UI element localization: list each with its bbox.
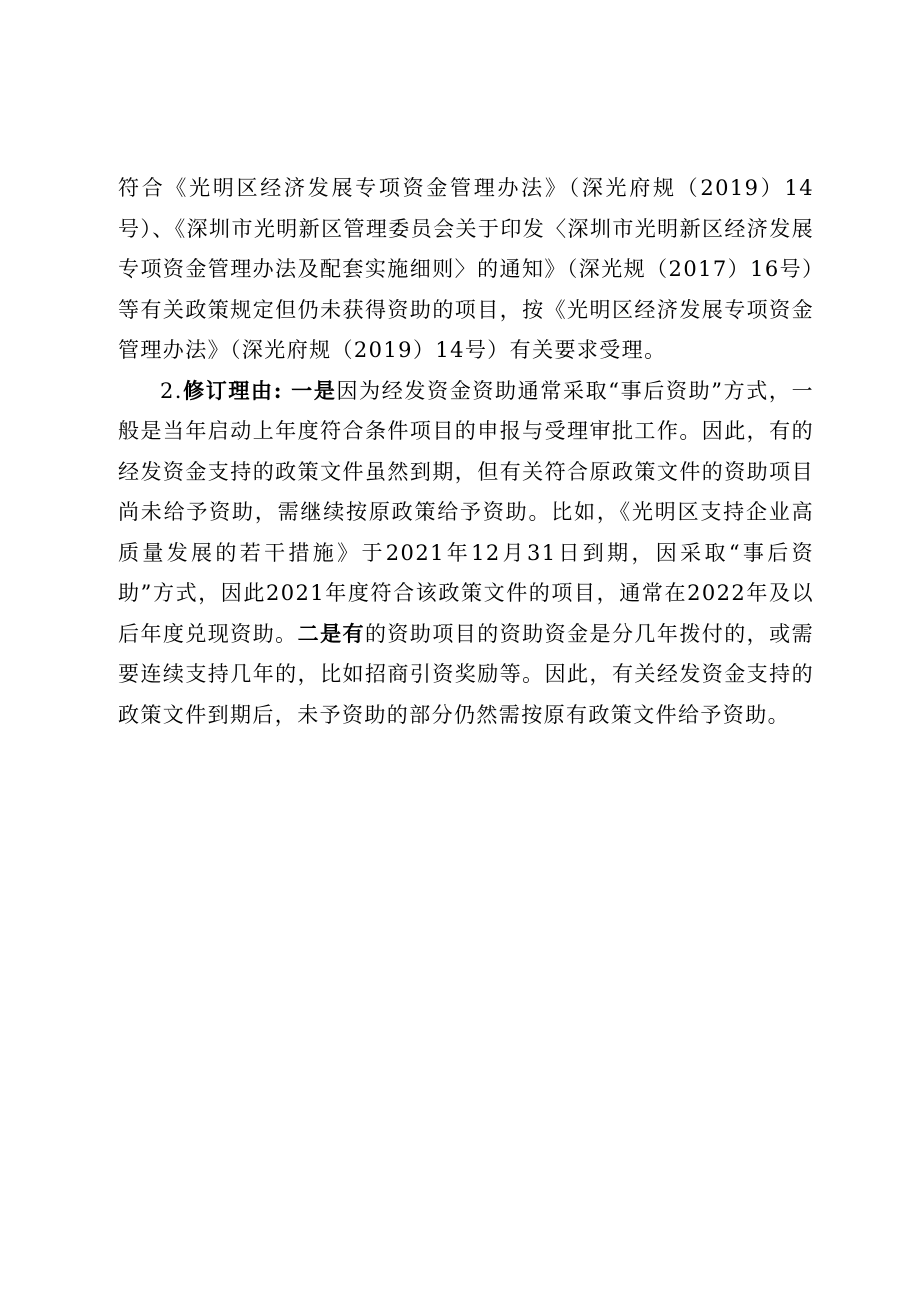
- document-body: [118, 168, 814, 735]
- paragraph-revision-reason: [118, 371, 814, 736]
- item-number: 2.: [160, 378, 183, 403]
- point-2-text: 的资助项目的资助资金是分几年拨付的，或需要连续支持几年的，比如招商引资奖励等。因此，有关经发资金支持的政策文件到期后，未予资助的部分仍然需按原有政策文件给予资助。: [118, 621, 814, 727]
- point-1-label: 一是: [291, 377, 337, 403]
- paragraph-continuation: [118, 168, 814, 371]
- paragraph-1-text: 符合《光明区经济发展专项资金管理办法》（深光府规（2019）14号）、《深圳市光明新区管理委员会关于印发〈深圳市光明新区经济发展专项资金管理办法及配套实施细则〉的通知》（深光规（2017）16号）等有关政策规定但仍未获得资助的项目，按《光明区经济发展专项资金管理办法》（深光府规（2019）14号）有关要求受理。: [118, 176, 814, 362]
- point-1-text: 因为经发资金资助通常采取“事后资助”方式，一般是当年启动上年度符合条件项目的申报与受理审批工作。因此，有的经发资金支持的政策文件虽然到期，但有关符合原政策文件的资助项目尚未给予资助，需继续按原政策给予资助。比如，《光明区支持企业高质量发展的若干措施》于2021年12月31日到期，因采取“事后资助”方式，因此2021年度符合该政策文件的项目，通常在2022年及以后年度兑现资助。: [118, 378, 814, 646]
- revision-reason-heading: 修订理由:: [182, 377, 283, 403]
- point-2-label: 二是有: [297, 620, 365, 646]
